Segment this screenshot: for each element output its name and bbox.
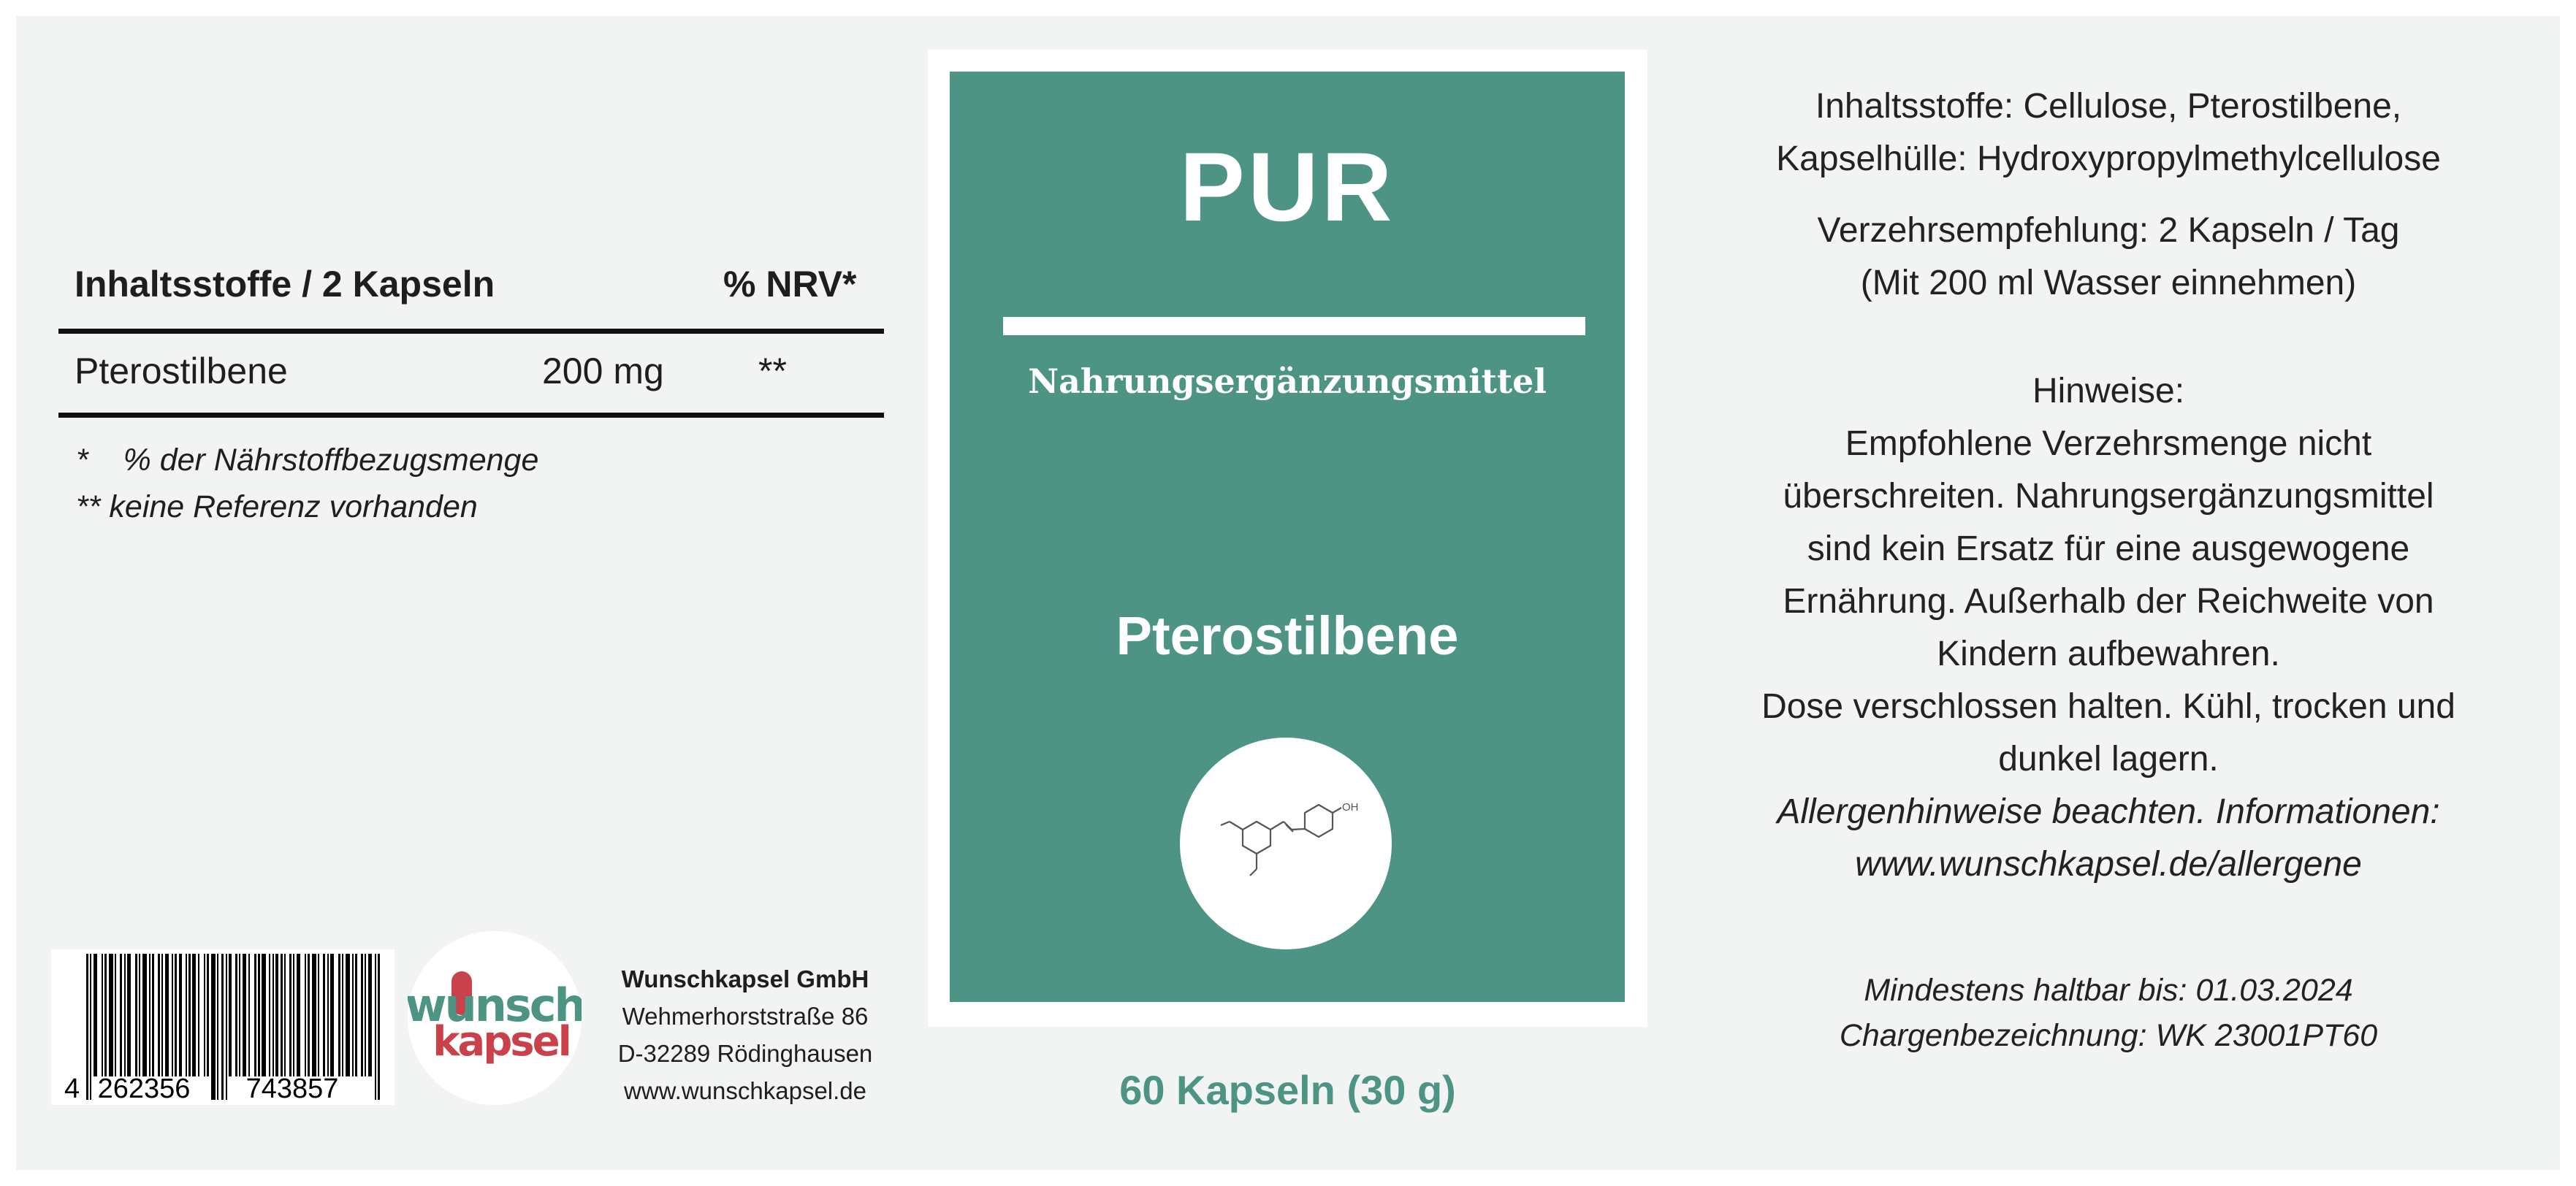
- ingredients-line-1: Inhaltsstoffe: Cellulose, Pterostilbene,: [1815, 87, 2402, 126]
- best-before-date: Mindestens haltbar bis: 01.03.2024: [1864, 973, 2353, 1008]
- dosage-line-2: (Mit 200 ml Wasser einnehmen): [1860, 264, 2357, 302]
- barcode-bar: [207, 954, 209, 1076]
- barcode-bar: [135, 954, 137, 1076]
- barcode-bar: [284, 954, 286, 1076]
- barcode-bar: [188, 954, 191, 1076]
- row-ingredient-name: Pterostilbene: [75, 351, 288, 391]
- barcode-bar: [127, 954, 131, 1076]
- molecule-structure-icon: [1180, 738, 1392, 949]
- barcode-bar: [109, 954, 113, 1076]
- dosage-line-1: Verzehrsempfehlung: 2 Kapseln / Tag: [1817, 211, 2400, 250]
- barcode-bar: [229, 954, 232, 1076]
- barcode-bar: [297, 954, 300, 1076]
- barcode-group-1: 262356: [97, 1074, 191, 1104]
- barcode-bar: [239, 954, 240, 1076]
- barcode-bar: [262, 954, 266, 1076]
- barcode-bar: [243, 954, 246, 1076]
- barcode-bar: [378, 954, 380, 1100]
- ingredients-line-2: Kapselhülle: Hydroxypropylmethylcellulose: [1776, 139, 2441, 178]
- barcode-bar: [254, 954, 256, 1076]
- barcode-bar: [139, 954, 140, 1076]
- header-nrv: % NRV*: [723, 264, 857, 305]
- barcode: [51, 949, 395, 1105]
- barcode-bar: [342, 954, 343, 1076]
- nutrition-table: [58, 241, 884, 530]
- batch-number: Chargenbezeichnung: WK 23001PT60: [1839, 1018, 2378, 1053]
- table-row: [58, 334, 884, 418]
- barcode-bar: [275, 954, 278, 1076]
- company-website: www.wunschkapsel.de: [624, 1077, 866, 1104]
- barcode-bar: [94, 954, 97, 1076]
- footnote-nrv: * % der Nährstoffbezugsmenge: [76, 443, 539, 478]
- company-name: Wunschkapsel GmbH: [621, 965, 869, 992]
- barcode-bar: [346, 954, 350, 1076]
- barcode-bar: [258, 954, 260, 1076]
- barcode-bar: [221, 954, 224, 1100]
- barcode-group-2: 743857: [245, 1074, 339, 1104]
- brand-title: PUR: [1179, 133, 1395, 242]
- divider: [1003, 317, 1585, 335]
- allergen-url: www.wunschkapsel.de/allergene: [1855, 845, 2362, 884]
- barcode-bar: [161, 954, 163, 1076]
- barcode-bar: [211, 954, 216, 1100]
- dosage-block: [1717, 204, 2500, 310]
- barcode-bar: [90, 954, 91, 1100]
- barcode-bar: [198, 954, 199, 1076]
- barcode-bar: [293, 954, 294, 1076]
- molecule-badge: [1180, 738, 1392, 949]
- barcode-bar: [269, 954, 270, 1076]
- barcode-bar: [149, 954, 150, 1076]
- barcode-bars: [51, 949, 395, 1105]
- barcode-bar: [305, 954, 306, 1076]
- company-street: Wehmerhorststraße 86: [622, 1003, 869, 1030]
- barcode-bar: [104, 954, 107, 1076]
- barcode-bar: [86, 954, 88, 1100]
- barcode-bar: [273, 954, 274, 1076]
- barcode-bar: [365, 954, 366, 1076]
- product-panel: [950, 72, 1625, 1002]
- logo-text-kapsel: kapsel: [432, 1018, 570, 1066]
- notes-line: dunkel lagern.: [1998, 740, 2219, 778]
- barcode-bar: [226, 954, 227, 1100]
- barcode-bar: [172, 954, 173, 1076]
- barcode-bar: [179, 954, 182, 1076]
- row-amount: 200 mg: [542, 351, 664, 391]
- barcode-bar: [375, 954, 376, 1100]
- molecule-oh-label: OH: [1342, 801, 1359, 814]
- barcode-bar: [152, 954, 154, 1076]
- barcode-bar: [102, 954, 103, 1076]
- row-nrv: **: [758, 351, 787, 391]
- barcode-bar: [175, 954, 177, 1076]
- notes-line: sind kein Ersatz für eine ausgewogene: [1807, 529, 2410, 568]
- barcode-bar: [368, 954, 372, 1076]
- barcode-bar: [192, 954, 196, 1076]
- allergen-note: Allergenhinweise beachten. Informationen:: [1777, 792, 2440, 831]
- barcode-bar: [352, 954, 354, 1076]
- barcode-bar: [327, 954, 329, 1076]
- barcode-bar: [338, 954, 340, 1076]
- company-city: D-32289 Rödinghausen: [617, 1040, 873, 1067]
- barcode-bar: [289, 954, 291, 1076]
- nutrition-table-header: [58, 241, 884, 334]
- ingredients-block: [1717, 80, 2500, 185]
- barcode-bar: [312, 954, 316, 1076]
- capsule-count: 60 Kapseln (30 g): [1119, 1067, 1456, 1113]
- barcode-bar: [281, 954, 283, 1076]
- barcode-bar: [142, 954, 147, 1076]
- footnote-no-reference: ** keine Referenz vorhanden: [76, 489, 478, 524]
- barcode-bar: [361, 954, 363, 1076]
- barcode-bar: [158, 954, 160, 1076]
- barcode-bar: [248, 954, 250, 1076]
- barcode-bar: [323, 954, 325, 1076]
- barcode-bar: [124, 954, 126, 1076]
- notes-line: überschreiten. Nahrungsergänzungsmittel: [1783, 477, 2434, 516]
- barcode-bar: [318, 954, 319, 1076]
- wunschkapsel-logo: [408, 931, 582, 1105]
- notes-line: Dose verschlossen halten. Kühl, trocken und: [1761, 687, 2455, 726]
- barcode-bar: [120, 954, 122, 1076]
- barcode-bar: [165, 954, 169, 1076]
- barcode-bar: [308, 954, 310, 1076]
- notes-title: Hinweise:: [2032, 372, 2185, 410]
- notes-line: Ernährung. Außerhalb der Reichweite von: [1783, 582, 2434, 621]
- notes-block: [1717, 365, 2500, 891]
- date-block: [1717, 968, 2500, 1058]
- barcode-bar: [355, 954, 357, 1076]
- barcode-bar: [217, 954, 218, 1100]
- header-ingredients: Inhaltsstoffe / 2 Kapseln: [75, 264, 495, 305]
- notes-line: Kindern aufbewahren.: [1937, 635, 2280, 673]
- product-category: Nahrungsergänzungsmittel: [1028, 361, 1547, 401]
- notes-line: Empfohlene Verzehrsmenge nicht: [1845, 424, 2372, 463]
- barcode-bar: [186, 954, 187, 1076]
- barcode-bar: [235, 954, 237, 1076]
- barcode-bar: [115, 954, 116, 1076]
- logo-text-wunsch: wunsch: [408, 979, 582, 1032]
- company-address: [599, 960, 891, 1109]
- product-name: Pterostilbene: [1116, 605, 1459, 666]
- barcode-bar: [330, 954, 334, 1076]
- barcode-bar: [204, 954, 205, 1076]
- footnotes: [58, 437, 884, 530]
- barcode-digit-first: 4: [64, 1074, 80, 1104]
